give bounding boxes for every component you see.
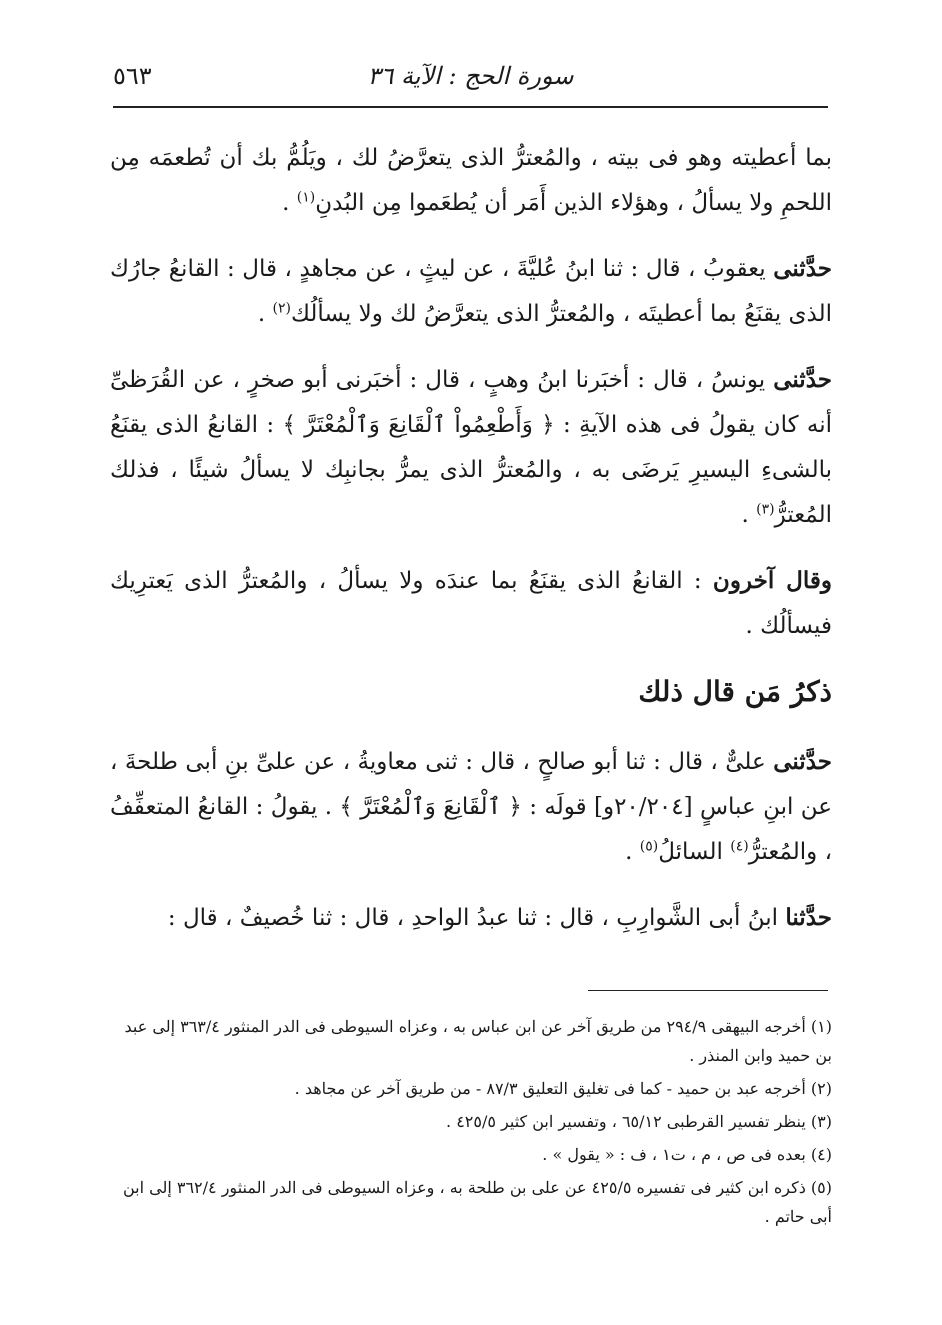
narration-lead: حدَّثنى — [773, 366, 832, 393]
header-rule — [113, 106, 828, 108]
footnote: (٢) أخرجه عبد بن حميد - كما فى تغليق التعليق ٨٧/٣ - من طريق آخر عن مجاهد . — [294, 1079, 832, 1098]
footnote-ref: (٤) — [730, 838, 749, 855]
paragraph-text: السائلُ — [658, 839, 731, 865]
paragraph-text: بما أعطيته وهو فى بيته ، والمُعترُّ الذى يتعرَّضُ لك ، ويَلُمُّ بك أن تُطعمَه مِن اللحمِ ولا يسألُ ، وهؤلاء الذين أَمَر أن يُطعَموا مِن البُدنِ — [110, 145, 832, 216]
paragraph-tail: . — [257, 301, 273, 327]
paragraph — [110, 136, 832, 226]
footnote-ref: (٥) — [639, 838, 659, 855]
footnote-rule — [588, 990, 828, 991]
footnote-ref: (١) — [296, 189, 316, 206]
page-number: ٥٦٣ — [113, 62, 152, 90]
paragraph-text: علىٌّ ، قال : ثنا أبو صالحٍ ، قال : ثنى معاويةُ ، عن علىِّ بنِ أبى طلحةَ ، عن ابنِ عباسٍ [٢٠/٢٠٤و] قولَه : ﴿ ٱلْقَانِعَ وَٱلْمُعْتَرَّ ﴾ . يقولُ : القانعُ المتعفِّفُ ، والمُعترُّ — [110, 749, 832, 865]
paragraph-tail: . — [745, 613, 761, 639]
main-text — [110, 136, 832, 961]
footnote: (٣) ينظر تفسير القرطبى ٦٥/١٢ ، وتفسير ابن كثير ٤٢٥/٥ . — [446, 1112, 832, 1131]
footnote-ref: (٢) — [272, 300, 291, 317]
paragraph-tail: . — [741, 502, 757, 528]
paragraph — [110, 558, 832, 649]
section-heading: ذكرُ مَن قال ذلك — [638, 675, 832, 708]
footnote: (١) أخرجه البيهقى ٢٩٤/٩ من طريق آخر عن ابن عباس به ، وعزاه السيوطى فى الدر المنثور ٣٦٣/٤ إلى عبد بن حميد وابن المنذر . — [124, 1017, 832, 1065]
running-title: سورة الحج : الآية ٣٦ — [367, 62, 574, 90]
footnote: (٥) ذكره ابن كثير فى تفسيره ٤٢٥/٥ عن على بن طلحة به ، وعزاه السيوطى فى الدر المنثور ٣٦٢/٤ إلى ابن أبى حاتم . — [122, 1178, 832, 1226]
paragraph-text: ابنُ أبى الشَّوارِبِ ، قال : ثنا عبدُ الواحدِ ، قال : ثنا خُصيفٌ ، قال : — [167, 905, 786, 931]
narration-lead: حدَّثنى — [773, 748, 832, 775]
running-header — [113, 58, 828, 98]
paragraph-tail: . — [282, 190, 297, 216]
paragraph — [110, 739, 832, 875]
paragraph — [110, 357, 832, 538]
narration-lead: حدَّثنى — [773, 255, 832, 282]
paragraph — [110, 895, 832, 941]
paragraph-tail: . — [625, 839, 640, 865]
paragraph-text: يعقوبُ ، قال : ثنا ابنُ عُليَّةَ ، عن ليثٍ ، عن مجاهدٍ ، قال : القانعُ جارُك الذى يقنَعُ بما أعطيتَه ، والمُعترُّ الذى يتعرَّضُ لك ولا يسألُك — [110, 256, 832, 327]
paragraph-text: : القانعُ الذى يقنَعُ بما عندَه ولا يسألُ ، والمُعترُّ الذى يَعترِيك فيسألُك — [110, 568, 832, 639]
narration-lead: وقال آخرون — [712, 567, 832, 594]
paragraph-text: يونسُ ، قال : أخبَرنا ابنُ وهبٍ ، قال : أخبَرنى أبو صخرٍ ، عن القُرَظىِّ أنه كان يقولُ فى هذه الآيةِ : ﴿ وَأَطْعِمُواْ ٱلْقَانِعَ وَٱلْمُعْتَرَّ ﴾ : القانعُ الذى يقنَعُ بالشىءِ اليسيرِ يَرضَى به ، والمُعترُّ الذى يمرُّ بجانبِك لا يسألُ شيئًا ، فذلك المُعترُّ — [110, 367, 832, 528]
narration-lead: حدَّثنا — [785, 904, 832, 931]
paragraph — [110, 246, 832, 337]
footnotes — [108, 1012, 832, 1235]
footnote-ref: (٣) — [756, 501, 775, 518]
footnote: (٤) بعده فى ص ، م ، ت١ ، ف : « يقول » . — [542, 1145, 832, 1164]
